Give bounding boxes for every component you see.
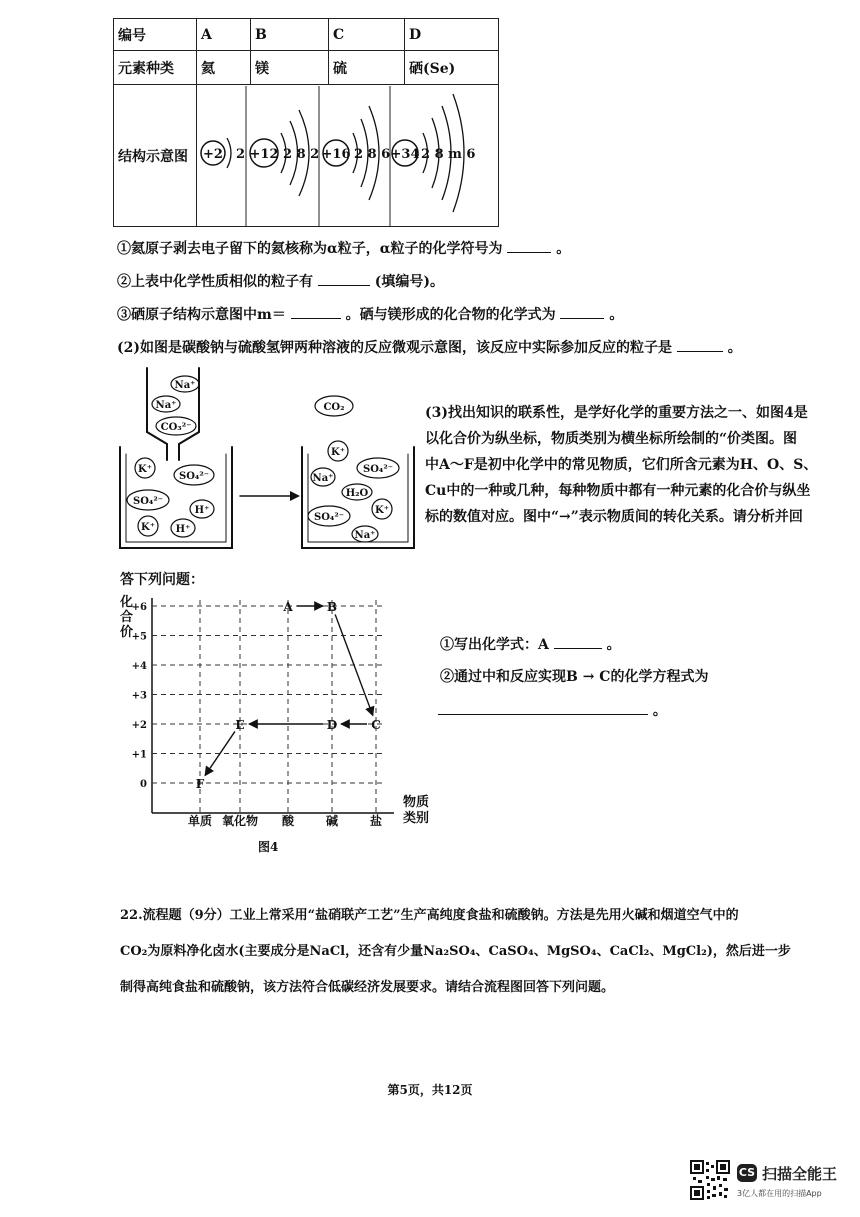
structure-diagrams bbox=[197, 85, 499, 227]
header-cell: B bbox=[251, 19, 329, 51]
nucleus-label: +12 bbox=[249, 146, 279, 162]
shell-electrons: 2 8 6 bbox=[354, 146, 391, 162]
reaction-micro-diagram bbox=[112, 362, 417, 562]
ion-label: H₂O bbox=[345, 488, 369, 499]
ion-label: K⁺ bbox=[138, 464, 152, 475]
ion-label: Na⁺ bbox=[312, 473, 334, 484]
answer-blank[interactable] bbox=[438, 713, 648, 715]
answer-blank[interactable] bbox=[291, 317, 341, 319]
header-cell: D bbox=[405, 19, 499, 51]
question-text: (2)如图是碳酸钠与硫酸氢钾两种溶液的反应微观示意图，该反应中实际参加反应的粒子是 bbox=[117, 340, 672, 356]
point-label: D bbox=[326, 718, 338, 732]
shell-electrons: 2 8 m 6 bbox=[421, 146, 475, 162]
question-end: (填编号)。 bbox=[374, 274, 444, 290]
question-end: 。 bbox=[606, 637, 621, 653]
header-cell: A bbox=[197, 19, 251, 51]
element-table bbox=[113, 18, 499, 227]
sub-question-2: ②通过中和反应实现B → C的化学方程式为 bbox=[440, 669, 709, 685]
x-axis-label: 物质类别 bbox=[402, 795, 429, 826]
question-1 bbox=[117, 238, 570, 258]
brand-name: 扫描全能王 bbox=[762, 1165, 838, 1183]
x-tick-label: 氧化物 bbox=[221, 814, 259, 828]
header-cell: 编号 bbox=[114, 19, 197, 51]
valence-class-chart bbox=[112, 590, 432, 858]
element-kind: 氦 bbox=[197, 51, 251, 85]
ion-label: H⁺ bbox=[194, 505, 210, 516]
atom-structure-svg bbox=[197, 86, 475, 226]
question-22 bbox=[120, 898, 791, 1006]
nucleus-label: +16 bbox=[321, 146, 351, 162]
question-4 bbox=[117, 337, 742, 357]
ion-label: SO₄²⁻ bbox=[179, 471, 209, 482]
sub-question-1 bbox=[440, 634, 621, 654]
answer-blank[interactable] bbox=[560, 317, 604, 319]
text-line: (3)找出知识的联系性，是学好化学的重要方法之一、如图4是 bbox=[425, 405, 808, 421]
row-label: 结构示意图 bbox=[114, 85, 197, 227]
question-text: 。硒与镁形成的化合物的化学式为 bbox=[345, 307, 556, 323]
text-line: 22.流程题（9分）工业上常采用“盐硝联产工艺”生产高纯度食盐和硫酸钠。方法是先用火碱和烟道空气中的 bbox=[120, 908, 739, 923]
ion-label: SO₄²⁻ bbox=[314, 512, 344, 523]
text-line: 答下列问题： bbox=[120, 572, 204, 588]
header-cell: C bbox=[329, 19, 405, 51]
equation-line bbox=[438, 700, 667, 720]
element-kind: 硒(Se) bbox=[405, 51, 499, 85]
x-tick-label: 酸 bbox=[281, 814, 295, 828]
ion-label: K⁺ bbox=[141, 522, 155, 533]
ion-label: CO₃²⁻ bbox=[160, 422, 192, 433]
text-line: Cu中的一种或几种，每种物质中都有一种元素的化合价与纵坐 bbox=[425, 483, 811, 499]
question-end: 。 bbox=[652, 703, 667, 719]
answer-blank[interactable] bbox=[554, 647, 602, 649]
question-end: 。 bbox=[609, 307, 624, 323]
ion-label: K⁺ bbox=[375, 505, 389, 516]
question-text: ③硒原子结构示意图中m＝ bbox=[117, 307, 286, 323]
ion-label: Na⁺ bbox=[174, 380, 196, 391]
figure-caption: 图4 bbox=[258, 840, 279, 854]
point-label: B bbox=[326, 600, 338, 614]
x-tick-label: 单质 bbox=[187, 814, 213, 828]
text-line: 制得高纯食盐和硫酸钠，该方法符合低碳经济发展要求。请结合流程图回答下列问题。 bbox=[120, 980, 615, 995]
shell-electrons: 2 8 2 bbox=[283, 146, 320, 162]
point-label: E bbox=[235, 718, 245, 732]
nucleus-label: +2 bbox=[203, 146, 223, 162]
ion-label: Na⁺ bbox=[354, 530, 376, 541]
gas-label: CO₂ bbox=[323, 402, 345, 413]
ion-label: K⁺ bbox=[331, 447, 345, 458]
y-tick-label: +3 bbox=[131, 690, 147, 702]
y-tick-label: +5 bbox=[131, 631, 147, 643]
question-end: 。 bbox=[556, 241, 571, 257]
question-3 bbox=[117, 304, 623, 324]
shell-electrons: 2 bbox=[236, 146, 246, 162]
ion-label: SO₄²⁻ bbox=[133, 496, 163, 507]
page-number: 第5页，共12页 bbox=[387, 1083, 473, 1097]
element-kind: 硫 bbox=[329, 51, 405, 85]
row-label: 元素种类 bbox=[114, 51, 197, 85]
y-tick-label: +6 bbox=[131, 602, 147, 613]
x-tick-label: 盐 bbox=[369, 814, 383, 828]
nucleus-label: +34 bbox=[390, 146, 420, 162]
answer-blank[interactable] bbox=[677, 350, 723, 352]
text-line: 以化合价为纵坐标，物质类别为横坐标所绘制的“价类图。图 bbox=[425, 431, 798, 447]
text-line: CO₂为原料净化卤水(主要成分是NaCl，还含有少量Na₂SO₄、CaSO₄、MgSO₄、CaCl₂、MgCl₂)，然后进一步 bbox=[120, 944, 791, 959]
qr-code-icon bbox=[690, 1160, 730, 1200]
brand-tagline: 3亿人都在用的扫描App bbox=[737, 1189, 822, 1198]
point-label: C bbox=[371, 718, 381, 732]
text-line: 中A～F是初中化学中的常见物质，它们所含元素为H、O、S、 bbox=[425, 457, 818, 473]
part3-text bbox=[425, 400, 817, 530]
y-tick-label: 0 bbox=[140, 779, 147, 790]
ion-label: Na⁺ bbox=[155, 400, 177, 411]
question-end: 。 bbox=[727, 340, 742, 356]
y-tick-label: +1 bbox=[131, 749, 147, 761]
element-kind: 镁 bbox=[251, 51, 329, 85]
point-label: A bbox=[283, 600, 293, 614]
ion-label: H⁺ bbox=[175, 524, 191, 535]
answer-blank[interactable] bbox=[318, 284, 370, 286]
ion-label: SO₄²⁻ bbox=[363, 464, 393, 475]
transform-arrow bbox=[335, 614, 373, 715]
text-line: 标的数值对应。图中“→”表示物质间的转化关系。请分析并回 bbox=[425, 509, 803, 525]
point-label: F bbox=[195, 777, 205, 791]
x-tick-label: 碱 bbox=[325, 814, 339, 828]
scanner-logo-icon: CS bbox=[737, 1164, 757, 1182]
y-axis-label: 化合价 bbox=[120, 595, 134, 640]
answer-blank[interactable] bbox=[507, 251, 551, 253]
y-tick-label: +2 bbox=[131, 720, 147, 731]
y-tick-label: +4 bbox=[131, 661, 147, 672]
question-text: ②上表中化学性质相似的粒子有 bbox=[117, 274, 313, 290]
question-text: ①写出化学式：A bbox=[440, 637, 549, 653]
question-text: ①氦原子剥去电子留下的氦核称为α粒子，α粒子的化学符号为 bbox=[117, 241, 503, 257]
question-2 bbox=[117, 271, 444, 291]
